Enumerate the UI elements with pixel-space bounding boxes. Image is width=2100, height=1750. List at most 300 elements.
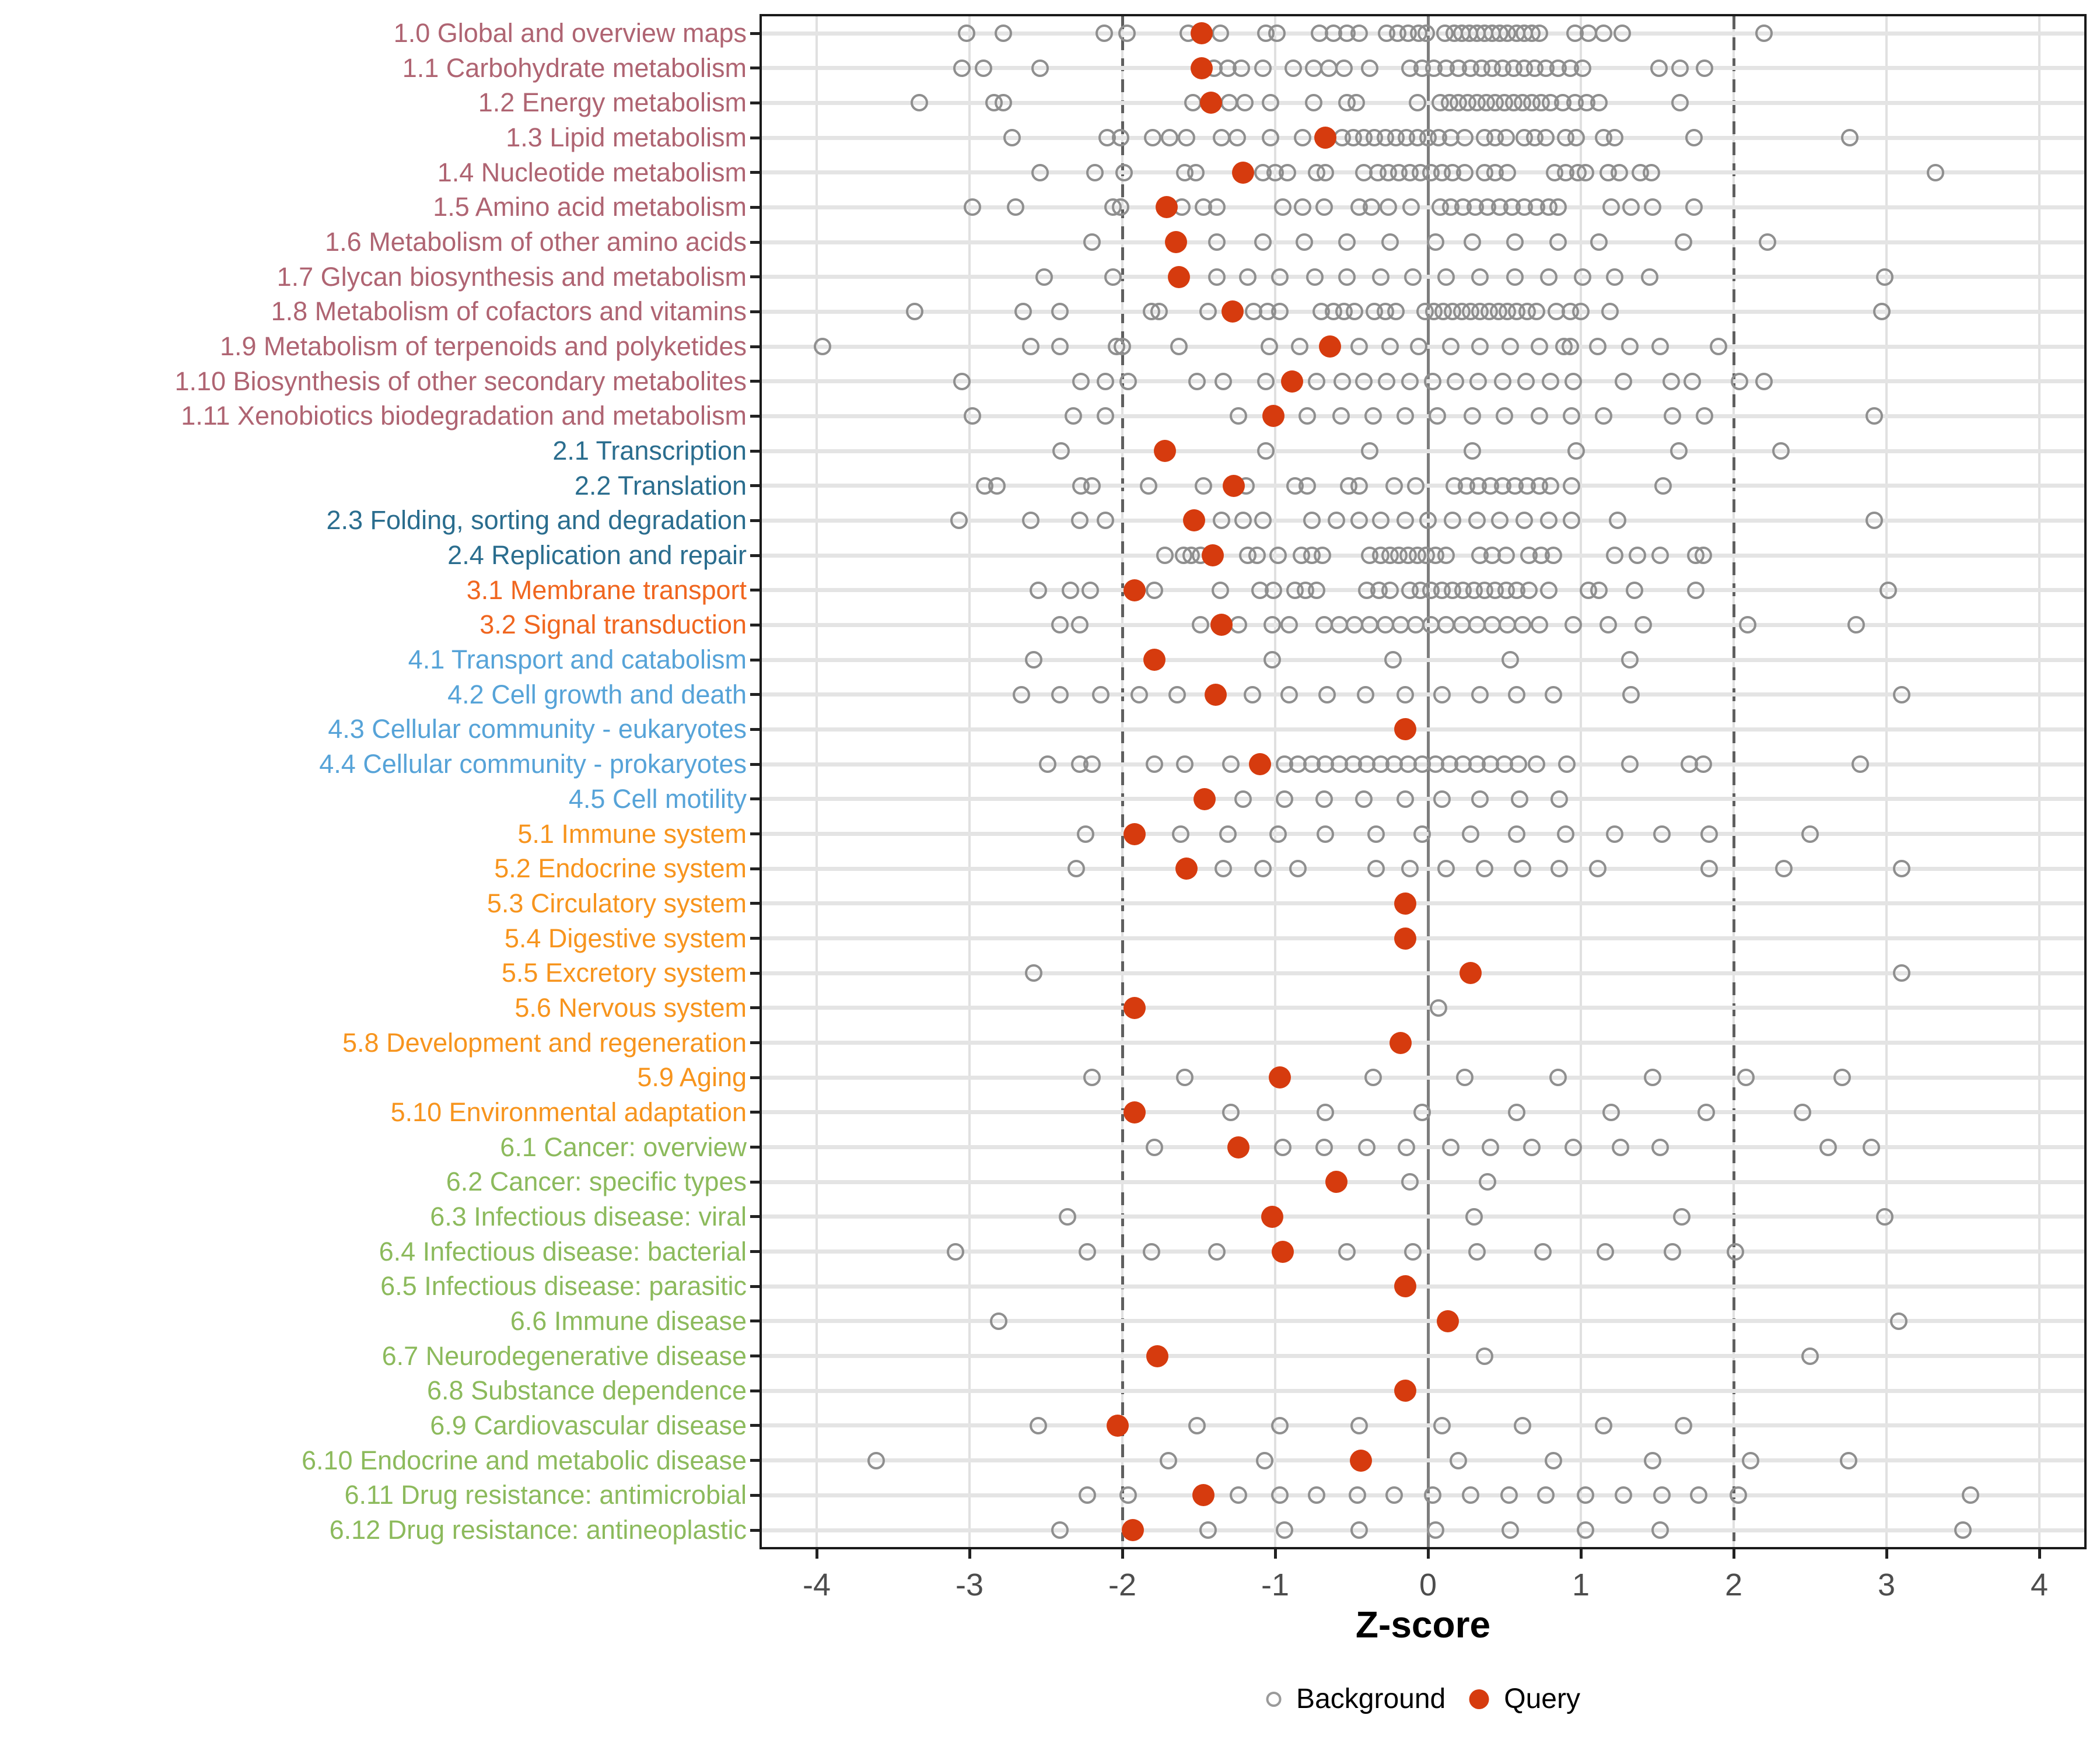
category-label: 1.5 Amino acid metabolism	[433, 192, 747, 222]
background-point	[1508, 1104, 1525, 1121]
x-axis-tick	[1121, 1549, 1124, 1559]
x-gridline	[2038, 16, 2041, 1547]
background-point	[1338, 268, 1356, 286]
background-point	[1308, 1486, 1325, 1504]
category-label: 5.10 Environmental adaptation	[390, 1097, 747, 1127]
background-point	[1876, 268, 1894, 286]
y-axis-tick	[750, 937, 760, 940]
query-point	[1200, 92, 1222, 114]
y-axis-tick	[750, 1494, 760, 1497]
background-point	[1606, 268, 1623, 286]
x-axis-tick	[1732, 1549, 1735, 1559]
background-point	[1213, 512, 1230, 529]
background-point	[1873, 303, 1891, 320]
background-point	[1801, 1348, 1819, 1365]
y-axis-tick	[750, 1041, 760, 1044]
y-axis-tick	[750, 728, 760, 731]
category-label: 3.2 Signal transduction	[480, 610, 747, 640]
background-point	[1690, 1486, 1707, 1504]
background-point	[1685, 198, 1703, 216]
background-point	[1755, 24, 1773, 42]
legend-background-label: Background	[1296, 1684, 1446, 1714]
background-point	[995, 24, 1012, 42]
background-point	[1265, 582, 1282, 599]
category-label: 1.2 Energy metabolism	[478, 88, 747, 118]
background-point	[1349, 1486, 1366, 1504]
background-point	[1350, 477, 1368, 495]
background-point	[1236, 94, 1254, 111]
y-axis-tick	[750, 1424, 760, 1427]
category-label: 1.3 Lipid metabolism	[506, 123, 747, 153]
background-point	[1651, 1139, 1669, 1156]
background-point	[1254, 233, 1272, 251]
background-point	[1168, 686, 1186, 704]
background-point	[1564, 1139, 1582, 1156]
background-point	[1328, 512, 1345, 529]
background-point	[1644, 1069, 1661, 1086]
background-point	[1385, 477, 1403, 495]
x-axis-tick	[816, 1549, 818, 1559]
background-point	[1378, 373, 1395, 390]
background-point	[1542, 373, 1559, 390]
query-point	[1168, 266, 1190, 288]
row-band	[762, 797, 2084, 801]
category-label: 6.12 Drug resistance: antineoplastic	[329, 1515, 747, 1545]
background-point	[1104, 268, 1122, 286]
query-point	[1191, 22, 1213, 44]
x-axis-tick	[1580, 1549, 1583, 1559]
background-point	[1385, 1486, 1403, 1504]
background-point	[1696, 60, 1713, 77]
y-axis-tick	[750, 1006, 760, 1009]
category-label: 6.5 Infectious disease: parasitic	[380, 1271, 747, 1301]
background-point	[1014, 303, 1032, 320]
category-label: 6.8 Substance dependence	[427, 1376, 747, 1406]
query-point	[1122, 1519, 1144, 1541]
background-point	[1433, 1417, 1451, 1434]
background-point	[1184, 94, 1202, 111]
x-axis-tick	[1274, 1549, 1277, 1559]
query-point	[1210, 614, 1233, 636]
background-point	[1602, 1104, 1620, 1121]
background-point	[1671, 60, 1689, 77]
background-point	[1348, 94, 1365, 111]
background-point	[1549, 1069, 1567, 1086]
background-point	[1537, 129, 1555, 146]
background-point	[1031, 164, 1049, 181]
category-label: 5.5 Excretory system	[501, 958, 747, 988]
background-point	[1540, 268, 1558, 286]
background-point	[1641, 268, 1658, 286]
background-point	[1269, 547, 1287, 564]
background-point	[1150, 303, 1168, 320]
row-band	[762, 1528, 2084, 1532]
query-point	[1460, 962, 1482, 984]
background-point	[1387, 303, 1405, 320]
background-point	[1213, 129, 1230, 146]
background-point	[1577, 1521, 1594, 1539]
background-point	[1675, 233, 1692, 251]
background-point	[1256, 1452, 1273, 1469]
row-band	[762, 205, 2084, 209]
y-axis-tick	[750, 415, 760, 418]
background-point	[1433, 686, 1451, 704]
category-label: 1.1 Carbohydrate metabolism	[402, 52, 747, 83]
background-point	[1059, 1208, 1076, 1226]
background-point	[1528, 303, 1545, 320]
background-point	[1264, 616, 1281, 634]
background-point	[1437, 616, 1455, 634]
background-point	[1589, 338, 1606, 355]
background-point	[1893, 860, 1910, 877]
background-point	[1534, 1243, 1552, 1261]
row-band	[762, 1423, 2084, 1427]
background-point	[950, 512, 968, 529]
background-point	[1890, 1312, 1908, 1330]
background-point	[1220, 94, 1238, 111]
background-point	[1364, 407, 1382, 425]
y-axis-tick	[750, 659, 760, 662]
category-label: 5.6 Nervous system	[514, 992, 747, 1023]
background-point	[1086, 164, 1104, 181]
background-point	[1430, 999, 1447, 1017]
y-axis-tick	[750, 797, 760, 800]
query-point	[1272, 1241, 1294, 1263]
background-point	[1381, 233, 1399, 251]
background-point	[1146, 755, 1163, 773]
background-point	[1119, 373, 1137, 390]
background-point	[1030, 1417, 1047, 1434]
background-point	[1161, 129, 1178, 146]
background-point	[1219, 825, 1237, 843]
row-band	[762, 1389, 2084, 1393]
background-point	[1384, 651, 1402, 668]
background-point	[1465, 1208, 1483, 1226]
background-point	[1118, 24, 1136, 42]
background-point	[1254, 860, 1272, 877]
background-point	[1160, 1452, 1177, 1469]
legend-query-label: Query	[1504, 1684, 1580, 1714]
background-point	[964, 198, 981, 216]
background-point	[1398, 1139, 1415, 1156]
category-label: 6.7 Neurodegenerative disease	[382, 1340, 747, 1371]
background-point	[1357, 686, 1374, 704]
background-point	[1611, 164, 1628, 181]
background-point	[1315, 790, 1333, 808]
background-point	[1350, 1521, 1368, 1539]
background-point	[1700, 860, 1718, 877]
query-point	[1124, 579, 1146, 601]
background-point	[1572, 303, 1590, 320]
background-point	[1228, 129, 1246, 146]
x-gridline	[968, 16, 971, 1547]
background-point	[1876, 1208, 1894, 1226]
background-point	[1550, 860, 1568, 877]
background-point	[1274, 1139, 1292, 1156]
background-point	[1550, 790, 1568, 808]
background-point	[1254, 512, 1272, 529]
category-label: 5.9 Aging	[637, 1062, 747, 1093]
category-label: 4.4 Cellular community - prokaryotes	[319, 749, 747, 779]
background-point	[1514, 616, 1531, 634]
background-point	[1644, 198, 1661, 216]
x-axis-title: Z-score	[1355, 1604, 1491, 1646]
background-point	[1450, 1452, 1467, 1469]
background-point	[1464, 233, 1481, 251]
background-point	[1176, 1069, 1194, 1086]
query-point	[1394, 1275, 1416, 1297]
background-point	[1651, 547, 1669, 564]
background-point	[1268, 24, 1286, 42]
background-point	[1687, 582, 1704, 599]
background-point	[1244, 686, 1261, 704]
background-point	[1208, 233, 1226, 251]
row-band	[762, 414, 2084, 418]
background-point	[1303, 512, 1321, 529]
category-label: 5.2 Endocrine system	[494, 853, 747, 884]
y-axis-tick	[750, 1459, 760, 1462]
x-tick-label: -2	[1108, 1567, 1137, 1602]
background-point	[1562, 338, 1579, 355]
background-point	[1022, 338, 1040, 355]
background-point	[1404, 268, 1422, 286]
background-point	[1549, 198, 1567, 216]
x-gridline	[816, 16, 818, 1547]
query-point	[1350, 1450, 1372, 1472]
background-point	[1230, 407, 1247, 425]
background-point	[1471, 790, 1489, 808]
row-band	[762, 1076, 2084, 1080]
background-point	[1606, 547, 1623, 564]
background-point	[1577, 164, 1594, 181]
query-point	[1222, 300, 1244, 323]
background-point	[1396, 686, 1414, 704]
background-point	[1442, 1139, 1460, 1156]
query-point	[1124, 997, 1146, 1019]
query-point	[1143, 649, 1166, 671]
x-axis-tick	[1427, 1549, 1430, 1559]
category-label: 1.9 Metabolism of terpenoids and polyketides	[219, 331, 747, 362]
background-point	[1727, 1243, 1744, 1261]
background-point	[1739, 616, 1756, 634]
background-point	[1502, 651, 1519, 668]
background-point	[1567, 129, 1585, 146]
background-point	[1476, 860, 1493, 877]
background-point	[1003, 129, 1021, 146]
row-band	[762, 240, 2084, 244]
background-point	[1464, 442, 1481, 460]
background-point	[1298, 477, 1316, 495]
background-point	[1381, 338, 1399, 355]
background-point	[1866, 407, 1883, 425]
background-point	[1775, 860, 1793, 877]
background-point	[1419, 512, 1437, 529]
background-point	[1114, 338, 1131, 355]
background-point	[1178, 129, 1195, 146]
background-point	[1346, 303, 1363, 320]
background-point	[1433, 790, 1451, 808]
background-point	[1621, 755, 1639, 773]
background-marker-icon	[1266, 1692, 1281, 1707]
background-point	[1071, 512, 1088, 529]
x-tick-label: 1	[1572, 1567, 1590, 1602]
background-point	[1427, 1521, 1444, 1539]
y-axis-tick	[750, 867, 760, 870]
background-point	[1140, 477, 1157, 495]
query-point	[1314, 127, 1336, 149]
category-label: 1.7 Glycan biosynthesis and metabolism	[276, 261, 747, 292]
background-point	[953, 60, 971, 77]
background-point	[1954, 1521, 1972, 1539]
background-point	[1590, 233, 1608, 251]
background-point	[1612, 1139, 1629, 1156]
background-point	[1606, 825, 1623, 843]
legend-item-background	[1266, 1683, 1446, 1715]
query-point	[1205, 684, 1227, 706]
category-label: 2.4 Replication and repair	[447, 540, 747, 570]
threshold-line	[1732, 16, 1735, 1547]
background-point	[1664, 1243, 1681, 1261]
background-point	[1317, 825, 1334, 843]
y-axis-tick	[750, 902, 760, 905]
background-point	[1801, 825, 1819, 843]
background-point	[1410, 338, 1427, 355]
background-point	[1531, 616, 1548, 634]
background-point	[1317, 1104, 1334, 1121]
background-point	[1852, 755, 1869, 773]
background-point	[988, 477, 1006, 495]
background-point	[1427, 233, 1444, 251]
background-point	[1609, 512, 1626, 529]
background-point	[953, 373, 971, 390]
y-axis-tick	[750, 1285, 760, 1288]
threshold-line	[1121, 16, 1124, 1547]
category-label: 2.3 Folding, sorting and degradation	[326, 505, 747, 536]
category-label: 1.11 Xenobiotics biodegradation and metabolism	[181, 401, 747, 431]
background-point	[1274, 198, 1292, 216]
background-point	[1516, 512, 1533, 529]
y-axis-tick	[750, 136, 760, 139]
category-label: 4.2 Cell growth and death	[447, 679, 747, 709]
background-point	[1271, 268, 1289, 286]
background-point	[1222, 1104, 1240, 1121]
background-point	[1007, 198, 1024, 216]
background-point	[1927, 164, 1944, 181]
background-point	[1462, 825, 1479, 843]
background-point	[1315, 198, 1333, 216]
background-point	[1254, 60, 1272, 77]
background-point	[1413, 1104, 1431, 1121]
y-axis-tick	[750, 484, 760, 487]
category-label: 6.1 Cancer: overview	[500, 1132, 747, 1162]
query-point	[1394, 1380, 1416, 1402]
row-band	[762, 1493, 2084, 1497]
x-axis-tick	[2038, 1549, 2041, 1559]
y-axis-tick	[750, 345, 760, 348]
background-point	[1456, 129, 1474, 146]
query-point	[1394, 892, 1416, 915]
y-axis-tick	[750, 1076, 760, 1079]
background-point	[1199, 1521, 1217, 1539]
background-point	[1052, 442, 1070, 460]
background-point	[1212, 582, 1229, 599]
query-point	[1156, 196, 1178, 218]
plot-panel	[760, 14, 2087, 1549]
background-point	[1013, 686, 1030, 704]
category-label: 6.2 Cancer: specific types	[446, 1167, 747, 1197]
y-axis-tick	[750, 763, 760, 766]
x-tick-label: -4	[802, 1567, 831, 1602]
background-point	[1531, 338, 1548, 355]
query-point	[1124, 823, 1146, 845]
category-label: 6.6 Immune disease	[510, 1306, 747, 1336]
background-point	[1651, 1521, 1669, 1539]
y-axis-tick	[750, 1215, 760, 1218]
y-axis-tick	[750, 66, 760, 69]
background-point	[1195, 477, 1212, 495]
background-point	[1199, 303, 1217, 320]
background-point	[1590, 94, 1608, 111]
background-point	[1574, 268, 1591, 286]
row-band	[762, 901, 2084, 905]
background-point	[1096, 24, 1113, 42]
query-point	[1227, 1136, 1250, 1158]
background-point	[1248, 547, 1266, 564]
background-point	[1030, 582, 1047, 599]
y-axis-tick	[750, 693, 760, 696]
background-point	[1279, 164, 1296, 181]
background-point	[1294, 129, 1311, 146]
background-point	[1794, 1104, 1811, 1121]
background-point	[1469, 373, 1487, 390]
background-point	[1464, 407, 1481, 425]
background-point	[1208, 268, 1226, 286]
background-point	[1146, 1139, 1163, 1156]
background-point	[1176, 755, 1194, 773]
background-point	[1590, 582, 1608, 599]
query-point	[1194, 788, 1216, 810]
background-point	[1589, 860, 1606, 877]
y-axis-tick	[750, 589, 760, 592]
background-point	[1602, 198, 1620, 216]
row-band	[762, 1458, 2084, 1462]
background-point	[1208, 1243, 1226, 1261]
background-point	[1214, 373, 1232, 390]
background-point	[1962, 1486, 1979, 1504]
background-point	[1471, 268, 1489, 286]
background-point	[1332, 407, 1350, 425]
background-point	[1257, 442, 1275, 460]
background-point	[1695, 755, 1712, 773]
background-point	[1508, 686, 1525, 704]
background-point	[1685, 129, 1703, 146]
background-point	[1022, 512, 1040, 529]
background-point	[1305, 94, 1322, 111]
query-marker-icon	[1469, 1689, 1489, 1709]
background-point	[1577, 1486, 1594, 1504]
background-point	[1361, 616, 1378, 634]
background-point	[1396, 512, 1414, 529]
background-point	[1634, 616, 1652, 634]
query-point	[1154, 440, 1176, 462]
background-point	[1479, 1173, 1496, 1191]
category-label: 6.3 Infectious disease: viral	[430, 1201, 747, 1231]
background-point	[911, 94, 928, 111]
query-point	[1325, 1171, 1348, 1193]
background-point	[1396, 790, 1414, 808]
query-point	[1437, 1310, 1459, 1332]
background-point	[1156, 547, 1174, 564]
